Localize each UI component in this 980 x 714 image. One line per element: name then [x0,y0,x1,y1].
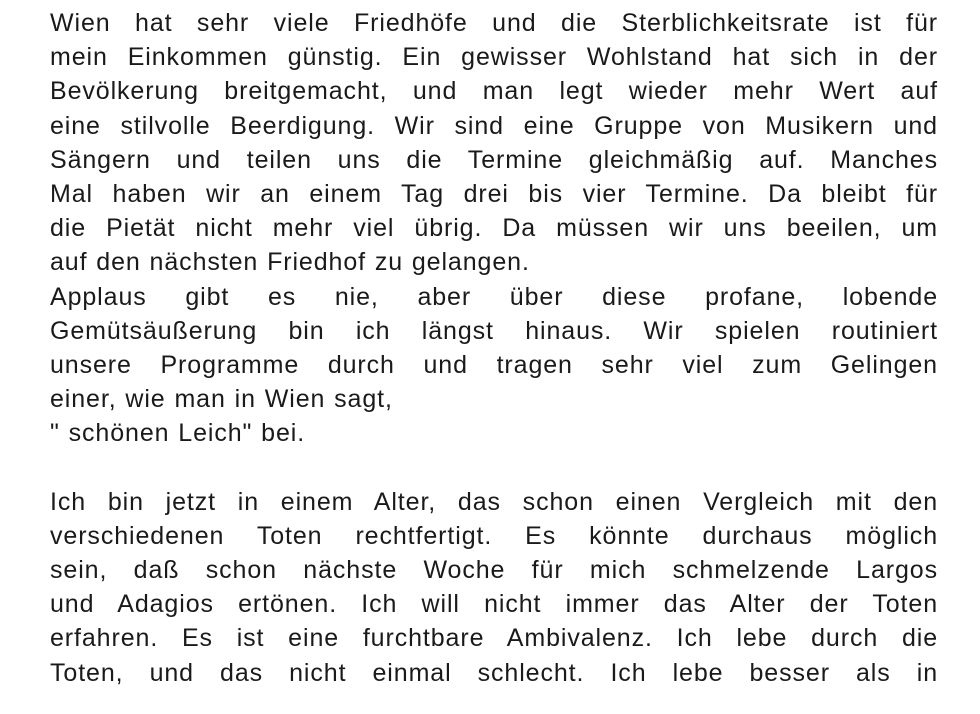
text-line: Bevölkerung breitgemacht, und man legt wieder mehr Wert auf [50,77,938,106]
text-line: Wien hat sehr viele Friedhöfe und die Sterblichkeitsrate ist für [50,9,938,37]
text-line: einer, wie man in Wien sagt, [50,385,393,414]
text-line: Gemütsäußerung bin ich längst hinaus. Wir spielen routiniert [50,316,938,345]
paragraph-gap [50,450,938,484]
text-line: sein, daß schon nächste Woche für mich schmelzende Largos [50,556,938,584]
paragraph-1 [50,6,938,280]
text-line: " schönen Leich" bei. [50,419,306,448]
text-line: Applaus gibt es nie, aber über diese profane, lobende [50,282,938,311]
text-line: eine stilvolle Beerdigung. Wir sind eine Gruppe von Musikern und [50,111,938,140]
text-line: Sängern und teilen uns die Termine gleichmäßig auf. Manches [50,145,938,174]
text-line: und Adagios ertönen. Ich will nicht immer das Alter der Toten [50,590,938,619]
text-line: erfahren. Es ist eine furchtbare Ambivalenz. Ich lebe durch die [50,624,938,653]
text-line: Toten, und das nicht einmal schlecht. Ich lebe besser als in [50,658,938,687]
text-line: mein Einkommen günstig. Ein gewisser Wohlstand hat sich in der [50,43,938,72]
text-line: Mal haben wir an einem Tag drei bis vier Termine. Da bleibt für [50,179,938,208]
paragraph-3 [50,485,938,690]
paragraph-2 [50,280,938,451]
text-line: Ich bin jetzt in einem Alter, das schon einen Vergleich mit den [50,487,938,516]
text-line: auf den nächsten Friedhof zu gelangen. [50,248,530,277]
body-text [50,6,938,690]
text-line: unsere Programme durch und tragen sehr viel zum Gelingen [50,350,938,379]
text-line: verschiedenen Toten rechtfertigt. Es könnte durchaus möglich [50,521,938,550]
text-line: die Pietät nicht mehr viel übrig. Da müssen wir uns beeilen, um [50,214,938,243]
